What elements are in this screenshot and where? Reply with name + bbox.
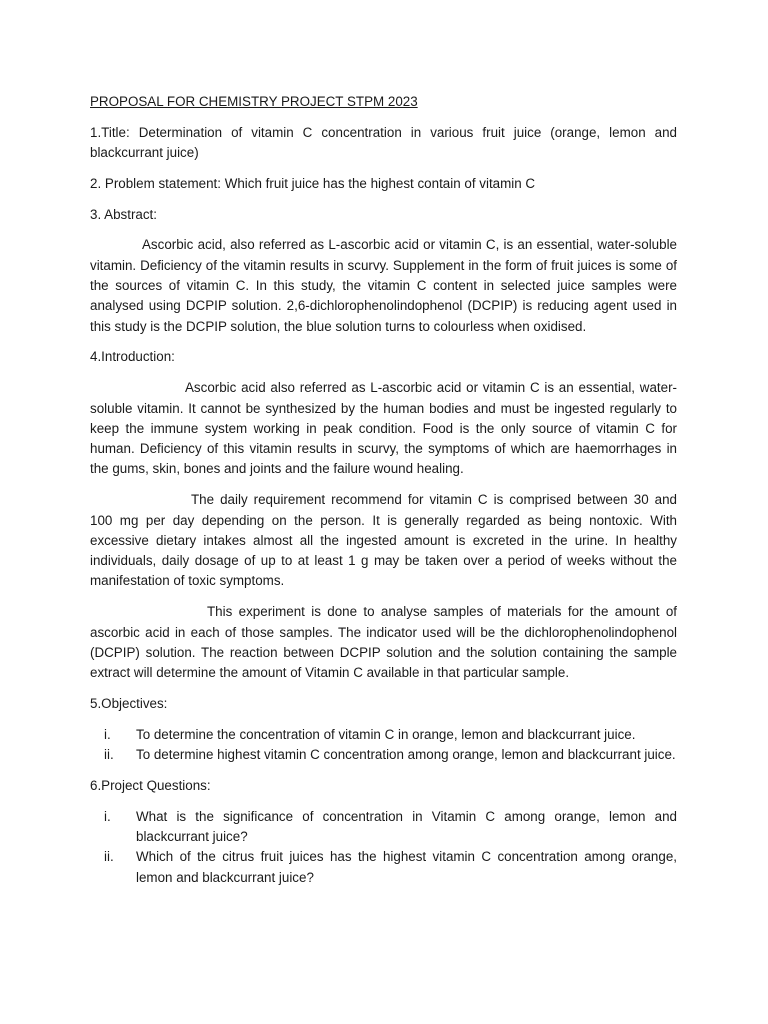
objectives-list	[90, 725, 677, 766]
list-numeral: i.	[104, 726, 111, 742]
document-heading: PROPOSAL FOR CHEMISTRY PROJECT STPM 2023	[90, 94, 418, 109]
problem-statement: 2. Problem statement: Which fruit juice has the highest contain of vitamin C	[90, 175, 536, 191]
introduction-paragraph-2: The daily requirement recommend for vitamin C is comprised between 30 and 100 mg per day depending on the person. It is generally regarded as being nontoxic. With excessive dietary intakes almost all the ingested amount is excreted in the urine. In healthy individuals, daily dosage of up to at least 1 g may be taken over a period of weeks without the manifestation of toxic symptoms.	[90, 492, 677, 589]
abstract-text: Ascorbic acid, also referred as L-ascorbic acid or vitamin C, is an essential, water-soluble vitamin. Deficiency of the vitamin results in scurvy. Supplement in the form of fruit juices is some of the sources of vitamin C. In this study, the vitamin C content in selected juice samples were analysed using DCPIP solution. 2,6-dichlorophenolindophenol (DCPIP) is reducing agent used in this study is the DCPIP solution, the blue solution turns to colourless when oxidised.	[90, 237, 677, 334]
list-numeral: ii.	[104, 849, 114, 865]
list-item	[90, 847, 677, 888]
list-item	[90, 725, 677, 745]
introduction-label: 4.Introduction:	[90, 349, 175, 365]
list-item-text: What is the significance of concentration in Vitamin C among orange, lemon and blackcurrant juice?	[136, 808, 677, 844]
list-item-text: To determine the concentration of vitamin C in orange, lemon and blackcurrant juice.	[136, 726, 636, 742]
list-numeral: ii.	[104, 747, 114, 763]
list-item-text: To determine highest vitamin C concentration among orange, lemon and blackcurrant juice.	[136, 747, 676, 763]
list-numeral: i.	[104, 808, 111, 824]
list-item	[90, 807, 677, 848]
list-item	[90, 745, 677, 765]
document-page	[90, 92, 677, 898]
abstract-label: 3. Abstract:	[90, 206, 157, 222]
introduction-paragraph-1: Ascorbic acid also referred as L-ascorbic acid or vitamin C is an essential, water-soluble vitamin. It cannot be synthesized by the human bodies and must be ingested regularly to keep the immune system working in peak condition. Food is the only source of vitamin C for human. Deficiency of this vitamin results in scurvy, the symptoms of which are haemorrhages in the gums, skin, bones and joints and the failure wound healing.	[90, 380, 677, 477]
introduction-paragraph-3: This experiment is done to analyse samples of materials for the amount of ascorbic acid in each of those samples. The indicator used will be the dichlorophenolindophenol (DCPIP) solution. The reaction between DCPIP solution and the solution containing the sample extract will determine the amount of Vitamin C available in that particular sample.	[90, 604, 677, 681]
objectives-label: 5.Objectives:	[90, 695, 168, 711]
list-item-text: Which of the citrus fruit juices has the highest vitamin C concentration among orange, lemon and blackcurrant juice?	[136, 849, 677, 885]
title-line: 1.Title: Determination of vitamin C concentration in various fruit juice (orange, lemon and blackcurrant juice)	[90, 124, 677, 161]
project-questions-list	[90, 807, 677, 888]
project-questions-label: 6.Project Questions:	[90, 777, 211, 793]
